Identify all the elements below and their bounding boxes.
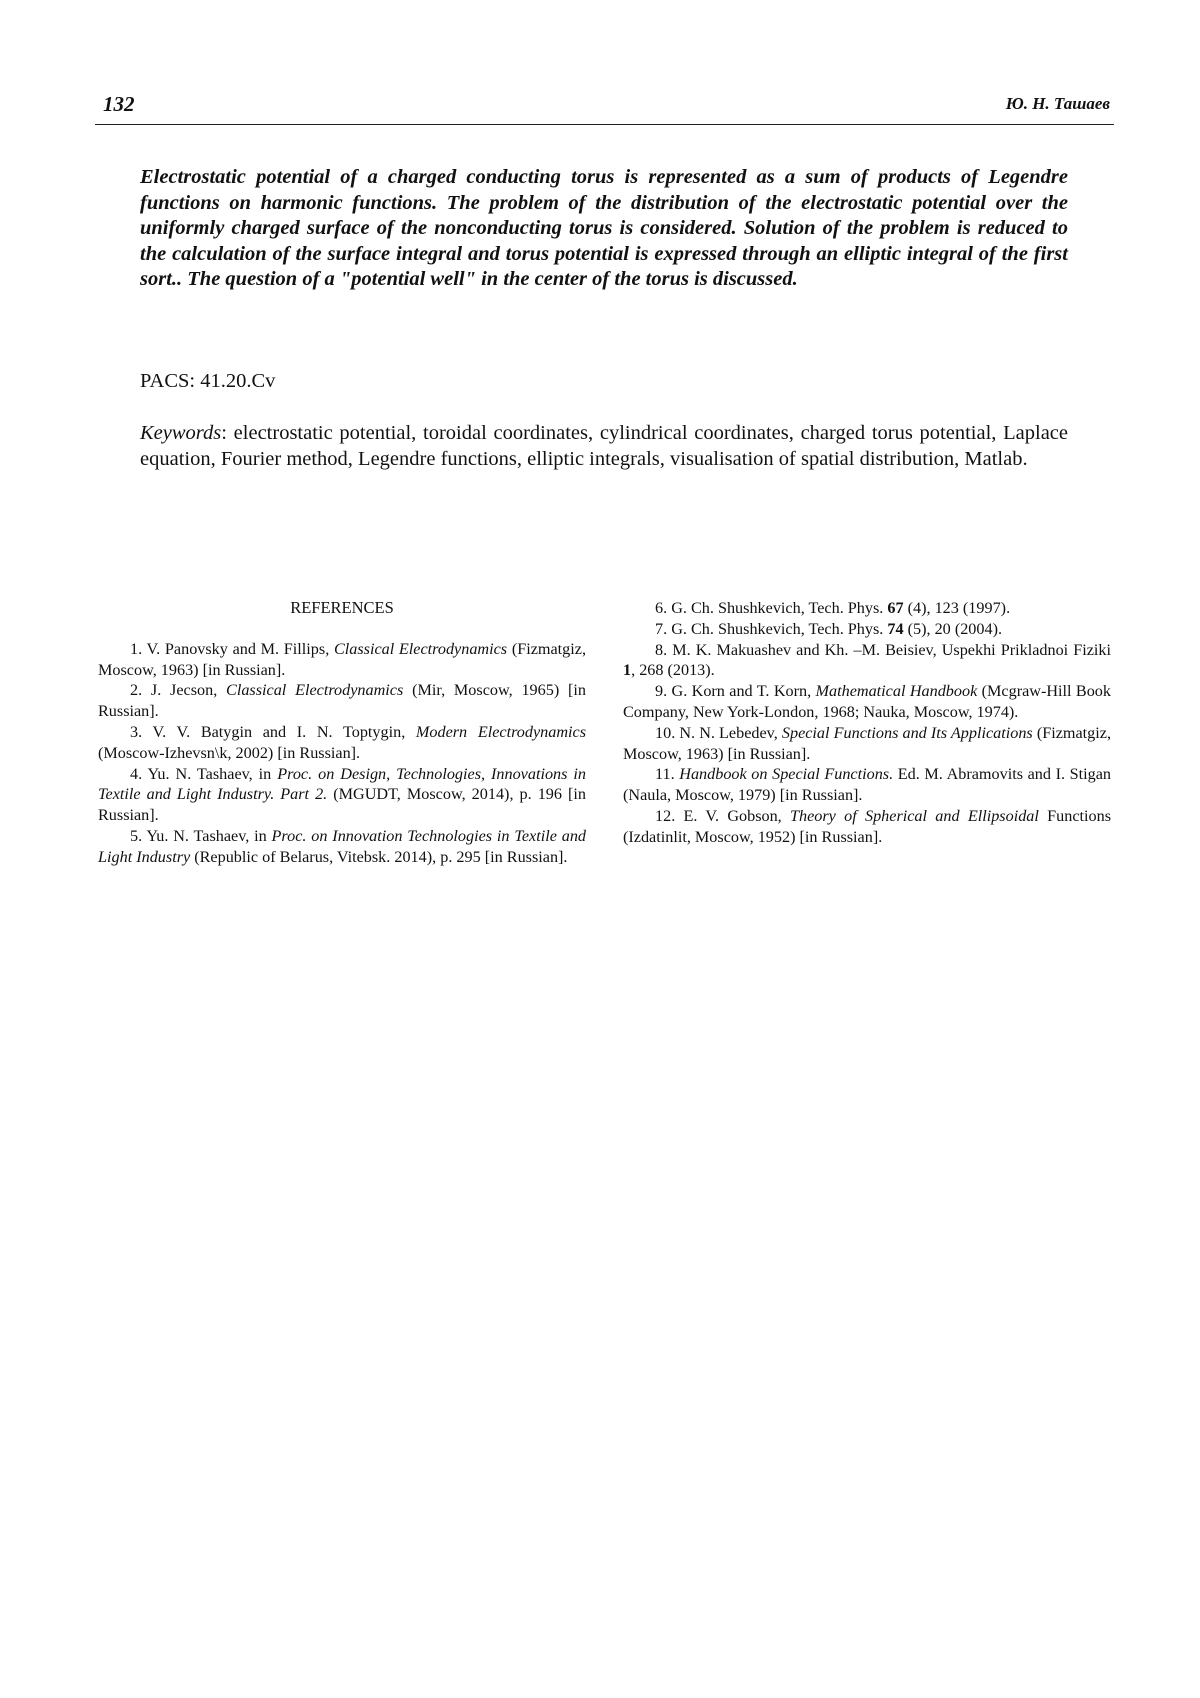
page-number: 132 (103, 92, 135, 116)
reference-item: 1. V. Panovsky and M. Fillips, Classical Electrodynamics (Fizmatgiz, Moscow, 1963) [in Russian]. (98, 639, 586, 679)
reference-item: 7. G. Ch. Shushkevich, Tech. Phys. 74 (5), 20 (2004). (655, 619, 1003, 638)
abstract: Electrostatic potential of a charged conducting torus is represented as a sum of products of Legendre functions on harmonic functions. The problem of the distribution of the electrostatic potential over the uniformly charged surface of the nonconducting torus is considered. Solution of the problem is reduced to the calculation of the surface integral and torus potential is expressed through an elliptic integral of the first sort.. The question of a "potential well" in the center of the torus is discussed. (140, 166, 1068, 291)
reference-item: 4. Yu. N. Tashaev, in Proc. on Design, Technologies, Innovations in Textile and Light Industry. Part 2. (MGUDT, Moscow, 2014), p. 196 [in Russian]. (98, 764, 586, 825)
page-header (95, 92, 1114, 125)
reference-item: 10. N. N. Lebedev, Special Functions and Its Applications (Fizmatgiz, Moscow, 1963) [in Russian]. (623, 723, 1111, 763)
reference-item: 6. G. Ch. Shushkevich, Tech. Phys. 67 (4), 123 (1997). (655, 599, 1011, 617)
references-right-column (623, 598, 1111, 848)
keywords (140, 421, 1068, 472)
reference-item: 9. G. Korn and T. Korn, Mathematical Handbook (Mcgraw-Hill Book Company, New York-London, 1968; Nauka, Moscow, 1974). (623, 682, 1111, 721)
reference-item: 11. Handbook on Special Functions. Ed. M. Abramovits and I. Stigan (Naula, Moscow, 1979) [in Russian]. (623, 765, 1112, 805)
keywords-text: : electrostatic potential, toroidal coordinates, cylindrical coordinates, charged torus potential, Laplace equation, Fourier method, Legendre functions, elliptic integrals, visualisation of spatial distribution, Matlab. (140, 422, 1068, 470)
reference-item: 2. J. Jecson, Classical Electrodynamics (Mir, Moscow, 1965) [in Russian]. (98, 681, 586, 721)
keywords-label: Keywords (140, 422, 222, 444)
pacs-code: PACS: 41.20.Cv (140, 370, 276, 392)
reference-item: 12. E. V. Gobson, Theory of Spherical and Ellipsoidal Functions (Izdatinlit, Moscow, 1952) [in Russian]. (623, 806, 1112, 846)
running-head: Ю. Н. Ташаев (1005, 94, 1110, 113)
reference-item: 8. M. K. Makuashev and Kh. –M. Beisiev, Uspekhi Prikladnoi Fiziki 1, 268 (2013). (623, 640, 1111, 680)
references-left-column (98, 598, 586, 868)
references-heading: REFERENCES (290, 598, 394, 617)
reference-item: 3. V. V. Batygin and I. N. Toptygin, Modern Electrodynamics (Moscow-Izhevsn\k, 2002) [in Russian]. (98, 722, 586, 762)
reference-item: 5. Yu. N. Tashaev, in Proc. on Innovation Technologies in Textile and Light Industry (Republic of Belarus, Vitebsk. 2014), p. 295 [in Russian]. (98, 826, 587, 866)
